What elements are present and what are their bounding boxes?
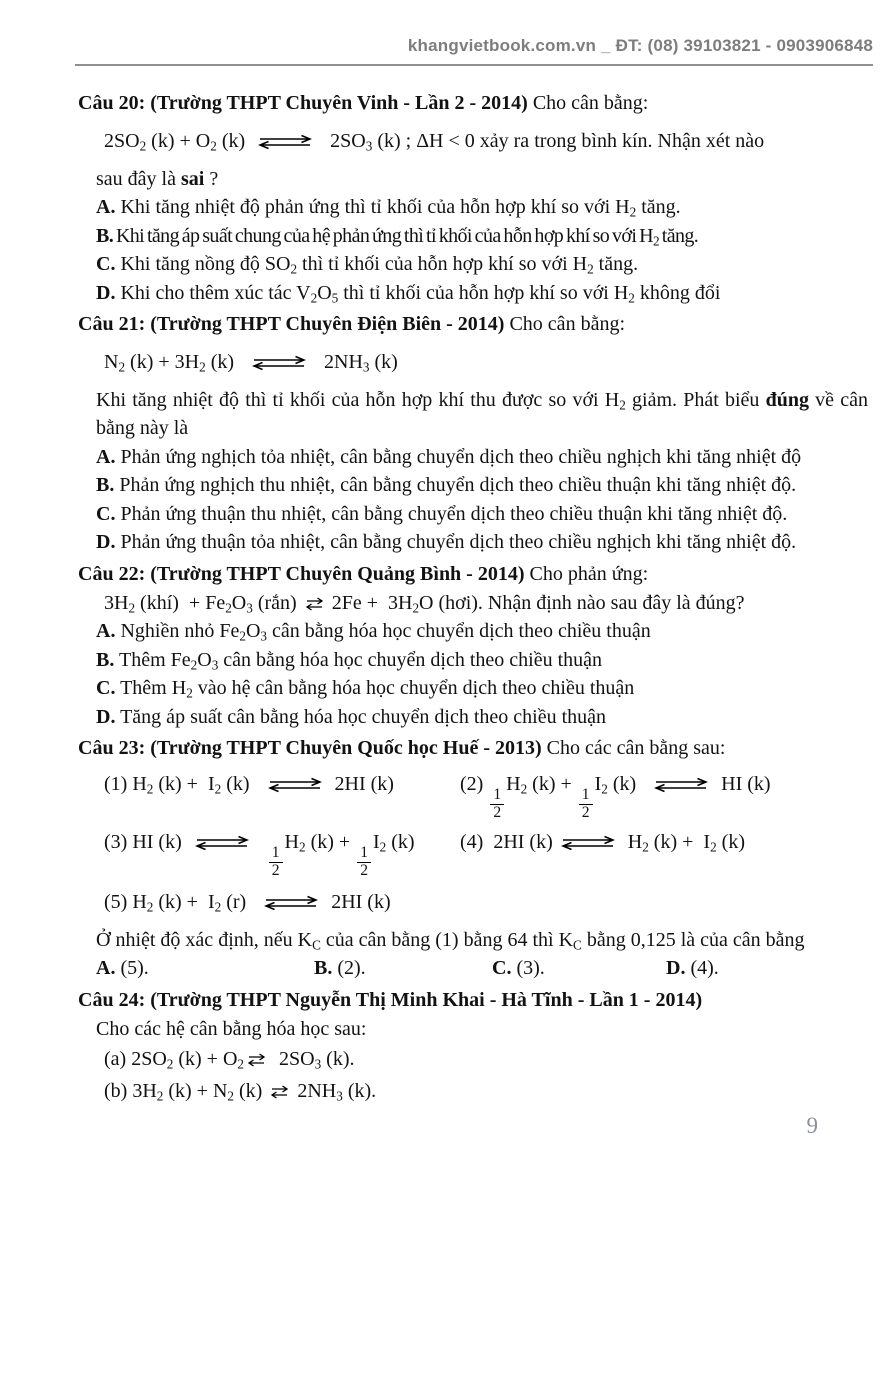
question-23-option-b: B. (2). [314,957,366,980]
equilibrium-arrow-icon [302,592,327,614]
header-divider [75,64,873,66]
fraction-one-half: $\frac{1}{2}$ [357,845,371,879]
site-header: khangvietbook.com.vn _ ĐT: (08) 39103821 - 0903906848 [407,36,873,55]
question-23-equations-row-2-left: (3) HI (k) $\frac{1}{2}$ $H_2$ (k) + $\frac{1}{2}$ $I_2$ (k) [104,831,415,879]
question-22 [78,559,868,732]
question-21-equation: $N_2$ $(k) + 3H_2$ (k) $2NH_3$ (k) [104,351,398,375]
fraction-one-half: $\frac{1}{2}$ [579,787,593,821]
page-number: 9 [806,1113,818,1139]
question-23-option-d: D. (4). [666,957,719,980]
question-21 [78,309,868,557]
question-22-equation: $3H_2$ (khí) + $Fe_2O_3$ (rắn) $2Fe + 3H_2O$ (hơi). Nhận định nào sau đây là đúng? [104,591,745,616]
question-21-option-c: C. Phản ứng thuận thu nhiệt, cân bằng chuyển dịch theo chiều thuận khi tăng nhiệt độ. [96,502,788,525]
question-23-equations-row-2 [78,831,868,879]
question-24 [78,985,868,1108]
question-20-equation: $2SO_2$ $(k) + O_2$ (k) $2SO_3$ (k) ; ΔH < 0 xảy ra trong bình kín. Nhận xét nào [104,130,765,154]
question-22-option-b: B. Thêm $Fe_2O_3$ cân bằng hóa học chuyển dịch theo chiều thuận [96,648,603,673]
question-24-stem: Cho các hệ cân bằng hóa học sau: [96,1017,367,1040]
question-21-option-a: A. Phản ứng nghịch tỏa nhiệt, cân bằng chuyển dịch theo chiều nghịch khi tăng nhiệt độ [96,445,802,468]
equilibrium-arrow-icon [646,773,716,795]
question-20 [78,88,868,307]
question-20-stem: sau đây là sai ? [96,167,219,190]
question-22-heading: Câu 22: (Trường THPT Chuyên Quảng Bình - 2014) Cho phản ứng: [78,562,649,585]
question-24-heading: Câu 24: (Trường THPT Nguyễn Thị Minh Khai - Hà Tĩnh - Lần 1 - 2014) [78,988,703,1011]
equilibrium-arrow-icon [553,831,623,853]
document-body [78,88,868,1107]
question-23-equations-row-1-left: (1) $H_2$ $(k) + I_2$ (k) 2HI (k) [104,773,394,797]
question-23-equations-row-1-right: (2) $\frac{1}{2}$ $H_2$ (k) + $\frac{1}{2}$ $I_2$ (k) HI (k) [460,773,771,821]
fraction-one-half: $\frac{1}{2}$ [269,845,283,879]
question-22-option-c: C. Thêm $H_2$ vào hệ cân bằng hóa học chuyển dịch theo chiều thuận [96,677,635,701]
question-23-option-c: C. (3). [492,957,545,980]
question-20-option-a: A. Khi tăng nhiệt độ phản ứng thì tỉ khối của hỗn hợp khí so với $H_2$ tăng. [96,196,681,220]
equilibrium-arrow-icon [187,831,257,853]
question-22-option-a: A. Nghiền nhỏ $Fe_2O_3$ cân bằng hóa học chuyển dịch theo chiều thuận [96,620,651,644]
fraction-one-half: $\frac{1}{2}$ [490,787,504,821]
question-23-option-a: A. (5). [96,957,149,980]
question-24-equation-a: (a) $2SO_2$ $(k) + O_2$ $2SO_3$ (k). [104,1048,355,1072]
question-24-equation-b: (b) $3H_2$ $(k) + N_2$ (k) $2NH_3$ (k). [104,1080,377,1104]
question-21-option-d: D. Phản ứng thuận tỏa nhiệt, cân bằng chuyển dịch theo chiều nghịch khi tăng nhiệt độ. [96,531,797,553]
question-21-option-b: B. Phản ứng nghịch thu nhiệt, cân bằng chuyển dịch theo chiều thuận khi tăng nhiệt độ. [96,474,797,496]
question-20-option-b: B. Khi tăng áp suất chung của hệ phản ứng thì tỉ khối của hỗn hợp khí so với $H_2$ tăng. [96,224,699,249]
equilibrium-arrow-icon [267,1080,292,1102]
question-23-equations-row-1 [78,773,868,821]
question-20-option-c: C. Khi tăng nồng độ $SO_2$ thì tỉ khối của hỗn hợp khí so với $H_2$ tăng. [96,253,639,277]
question-20-heading: Câu 20: (Trường THPT Chuyên Vinh - Lần 2 - 2014) Cho cân bằng: [78,92,649,114]
equilibrium-arrow-icon [260,773,330,795]
question-23-options [78,954,868,983]
equilibrium-arrow-icon [250,130,320,152]
question-22-option-d: D. Tăng áp suất cân bằng hóa học chuyển dịch theo chiều thuận [96,705,607,728]
question-21-heading: Câu 21: (Trường THPT Chuyên Điện Biên - 2014) Cho cân bằng: [78,313,625,335]
equilibrium-arrow-icon [256,891,326,913]
question-20-option-d: D. Khi cho thêm xúc tác $V_2O_5$ thì tỉ khối của hỗn hợp khí so với $H_2$ không đổi [96,281,721,306]
question-23 [78,733,868,983]
question-23-equations-row-2-right: (4) 2HI (k) $H_2$ $(k) + I_2$ (k) [460,831,745,855]
question-23-stem: Ở nhiệt độ xác định, nếu $K_C$ của cân bằng (1) bằng 64 thì $K_C$ bằng 0,125 là của cân bằng [96,928,805,953]
question-23-heading: Câu 23: (Trường THPT Chuyên Quốc học Huế - 2013) Cho các cân bằng sau: [78,737,726,759]
question-21-stem: Khi tăng nhiệt độ thì tỉ khối của hỗn hợp khí thu được so với $H_2$ giảm. Phát biểu đúng về cân bằng này là [96,388,868,439]
equilibrium-arrow-icon [244,1048,269,1070]
equilibrium-arrow-icon [244,351,314,373]
question-23-equation-5: (5) $H_2$ $(k) + I_2$ (r) 2HI (k) [104,891,391,915]
